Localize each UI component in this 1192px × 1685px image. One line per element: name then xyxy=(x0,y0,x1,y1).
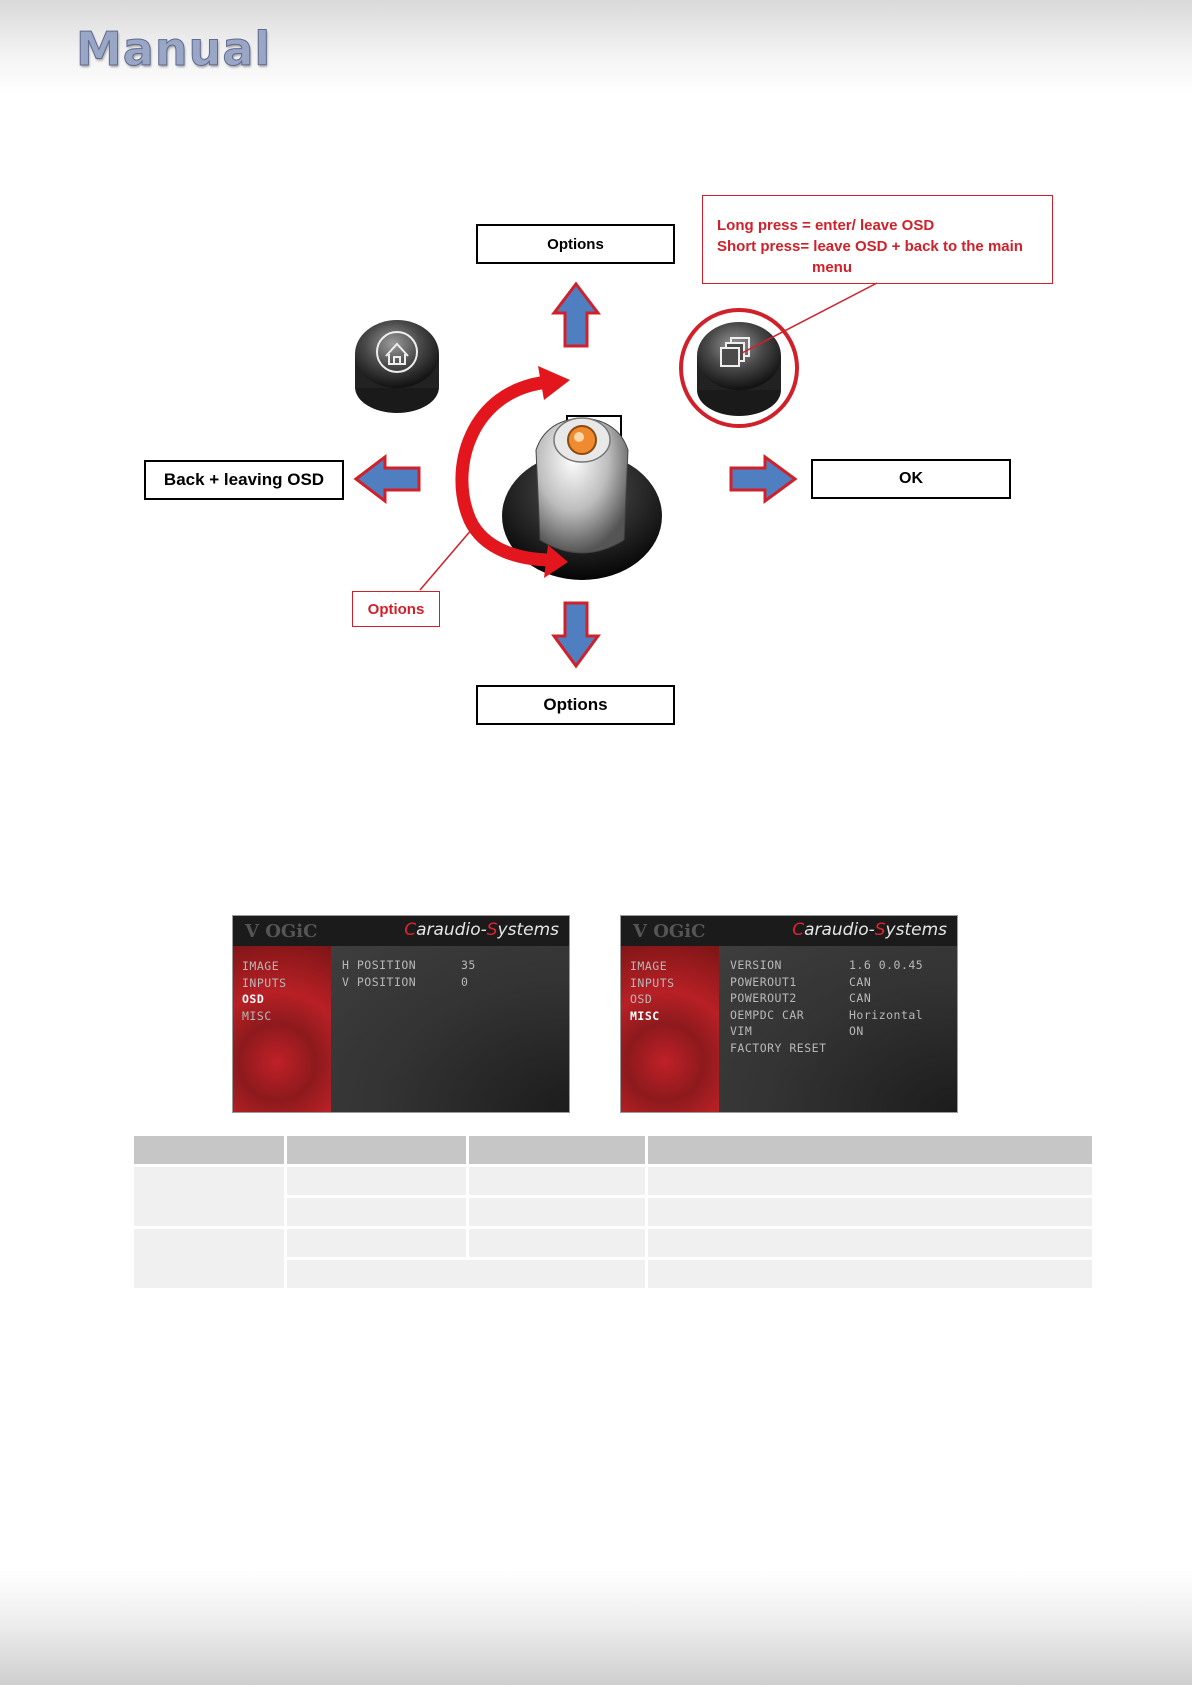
table-cell xyxy=(287,1136,466,1164)
param-v-position: V POSITION xyxy=(342,974,417,989)
menu-item-inputs: INPUTS xyxy=(242,975,287,990)
label-down-options: Options xyxy=(476,685,675,725)
table-cell xyxy=(648,1260,1092,1288)
table-cell xyxy=(648,1167,1092,1195)
home-button-icon xyxy=(355,320,439,413)
table-row xyxy=(134,1167,1092,1195)
settings-table xyxy=(131,1133,1095,1291)
vlogic-logo: V OGiC xyxy=(633,921,706,942)
value-v-position: 0 xyxy=(461,974,469,989)
menu-button-icon xyxy=(697,322,781,416)
table-cell xyxy=(287,1167,466,1195)
callout-pointer xyxy=(742,283,877,353)
callout-line-1: Long press = enter/ leave OSD xyxy=(717,217,935,234)
manual-title: Manual xyxy=(76,22,272,76)
menu-item-image: IMAGE xyxy=(242,959,280,973)
value-vim: ON xyxy=(849,1024,864,1038)
table-cell xyxy=(648,1229,1092,1257)
table-cell xyxy=(469,1229,645,1257)
param-powerout1: POWEROUT1 xyxy=(730,974,797,989)
menu-item-osd: OSD xyxy=(630,992,653,1006)
control-diagram xyxy=(0,0,1192,800)
label-right-ok: OK xyxy=(811,459,1011,499)
table-cell xyxy=(648,1198,1092,1226)
arrow-down-icon xyxy=(554,603,598,666)
value-h-position: 35 xyxy=(461,958,476,972)
param-h-position: H POSITION xyxy=(342,958,417,972)
osd-values xyxy=(461,957,476,990)
menu-item-misc: MISC xyxy=(630,1008,660,1023)
param-powerout2: POWEROUT2 xyxy=(730,991,797,1005)
arrow-right-icon xyxy=(731,457,795,501)
footer-band xyxy=(0,1570,1192,1685)
label-up-options: Options xyxy=(476,224,675,264)
osd-screen-misc xyxy=(620,915,958,1113)
menu-item-osd: OSD xyxy=(242,992,265,1006)
table-cell xyxy=(469,1136,645,1164)
callout-line-3: menu xyxy=(812,259,853,276)
table-cell xyxy=(287,1198,466,1226)
table-cell xyxy=(469,1167,645,1195)
arrow-left-icon xyxy=(356,457,419,501)
table-cell xyxy=(287,1229,466,1257)
param-factory-reset: FACTORY RESET xyxy=(730,1040,827,1055)
table-cell xyxy=(287,1260,645,1288)
screen-menu xyxy=(242,958,287,1024)
table-cell xyxy=(134,1229,284,1288)
rotate-pointer xyxy=(420,522,478,590)
caraudio-logo: Caraudio-Systems xyxy=(792,920,947,940)
table-cell xyxy=(469,1198,645,1226)
param-oempdc-car: OEMPDC CAR xyxy=(730,1007,805,1022)
param-vim: VIM xyxy=(730,1024,753,1038)
vlogic-logo: V OGiC xyxy=(245,921,318,942)
osd-screen-osd xyxy=(232,915,570,1113)
param-version: VERSION xyxy=(730,958,782,972)
value-oempdc-car: Horizontal xyxy=(849,1007,924,1022)
misc-values xyxy=(849,957,923,1040)
label-left-back: Back + leaving OSD xyxy=(144,460,344,500)
misc-params xyxy=(730,957,827,1056)
arrow-up-icon xyxy=(554,284,598,346)
screen-menu xyxy=(630,958,675,1024)
caraudio-logo: Caraudio-Systems xyxy=(404,920,559,940)
osd-params xyxy=(342,957,416,990)
table-header-row xyxy=(134,1136,1092,1164)
label-rotate-options: Options xyxy=(352,591,440,627)
value-version: 1.6 0.0.45 xyxy=(849,958,924,972)
menu-item-inputs: INPUTS xyxy=(630,975,675,990)
table-cell xyxy=(134,1136,284,1164)
table-cell xyxy=(134,1167,284,1226)
table-cell xyxy=(648,1136,1092,1164)
callout-line-2: Short press= leave OSD + back to the main xyxy=(717,238,1023,255)
table-row xyxy=(134,1229,1092,1257)
value-powerout1: CAN xyxy=(849,974,872,989)
value-powerout2: CAN xyxy=(849,991,872,1005)
menu-item-misc: MISC xyxy=(242,1008,272,1023)
menu-item-image: IMAGE xyxy=(630,959,668,973)
